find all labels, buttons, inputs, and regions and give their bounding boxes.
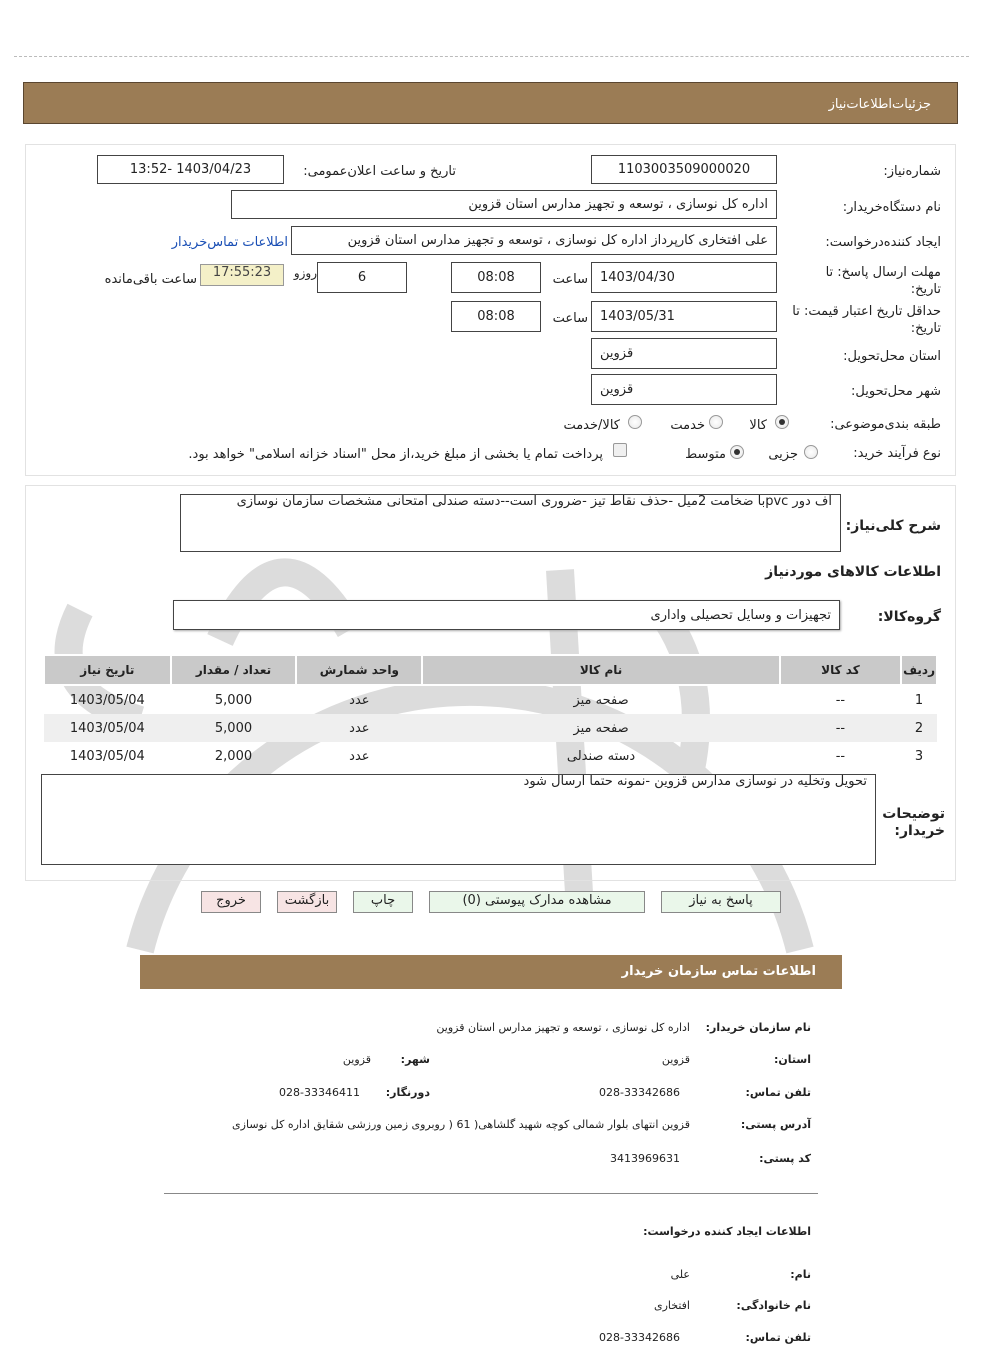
delivery-city-field: قزوین xyxy=(591,374,777,405)
reply-deadline-date: 1403/04/30 xyxy=(591,262,777,293)
contact-province-label: استان: xyxy=(774,1053,811,1066)
category-service-radio[interactable] xyxy=(709,415,723,429)
col-date-header: تاریخ نیاز xyxy=(44,655,171,685)
buyer-contact-header xyxy=(140,955,842,989)
table-header-row xyxy=(44,655,937,685)
requester-label: ایجاد کننده‌درخواست: xyxy=(825,235,941,250)
row-code: -- xyxy=(835,692,846,708)
contact-postal-value: 3413969631 xyxy=(610,1152,680,1165)
row-date: 1403/05/04 xyxy=(69,748,145,764)
general-desc-label: شرح کلی‌نیاز: xyxy=(845,518,941,534)
buyer-org-label: نام دستگاه‌خریدار: xyxy=(842,200,941,215)
creator-family-label: نام خانوادگی: xyxy=(736,1299,811,1312)
reply-deadline-time: 08:08 xyxy=(451,262,541,293)
purchase-minor-label: جزیی xyxy=(768,447,798,462)
col-qty-header: تعداد / مقدار xyxy=(171,655,297,685)
row-date: 1403/05/04 xyxy=(69,692,145,708)
creator-name-label: نام: xyxy=(790,1268,811,1281)
reply-deadline-label: مهلت ارسال پاسخ: تا تاریخ: xyxy=(825,265,941,297)
row-index: 1 xyxy=(914,692,924,708)
purchase-minor-radio[interactable] xyxy=(804,445,818,459)
goods-group-label: گروه‌کالا: xyxy=(877,609,941,625)
creator-phone-label: تلفن تماس: xyxy=(745,1331,811,1344)
org-name-label: نام سازمان خریدار: xyxy=(705,1021,811,1034)
row-date: 1403/05/04 xyxy=(44,714,171,742)
reply-time-label: ساعت xyxy=(552,272,588,287)
requester-field: علی افتخاری کارپرداز اداره کل نوسازی ، توسعه و تجهیز مدارس استان قزوین xyxy=(291,226,777,255)
buyer-org-field: اداره کل نوسازی ، توسعه و تجهیز مدارس استان قزوین xyxy=(231,190,777,219)
buyer-contact-link[interactable]: اطلاعات تماس‌خریدار xyxy=(171,235,288,250)
category-both-radio[interactable] xyxy=(628,415,642,429)
announce-datetime-field: 1403/04/23 -13:52 xyxy=(97,155,284,184)
contact-city-value: قزوین xyxy=(342,1053,371,1066)
creator-family-value: افتخاری xyxy=(653,1299,690,1312)
creator-name-value: علی xyxy=(670,1268,690,1281)
row-code: -- xyxy=(780,714,901,742)
announce-datetime-label: تاریخ و ساعت اعلان‌عمومی: xyxy=(303,164,456,179)
col-code-header: کد کالا xyxy=(780,655,901,685)
contact-address-value: قزوین انتهای بلوار شمالی کوچه شهید گلشاهی( 61 ( روبروی زمین ورزشی شقایق اداره کل نوسازی xyxy=(232,1118,690,1131)
buyer-contact-title: اطلاعات تماس سازمان خریدار xyxy=(621,964,816,979)
contact-fax-value: 028-33346411 xyxy=(279,1086,360,1099)
row-name: صفحه میز xyxy=(422,714,779,742)
price-time-label: ساعت xyxy=(552,311,588,326)
general-desc-field: اف دور pvcبا ضخامت 2میل -حذف نقاط تیز -ضروری است--دسته صندلی امتحانی مشخصات سازمان نوسازی xyxy=(180,494,841,552)
page-title: جزئیات‌اطلاعات‌نیاز xyxy=(828,97,931,112)
contact-fax-label: دورنگار: xyxy=(385,1086,430,1099)
row-name: صفحه میز xyxy=(573,692,629,708)
contact-phone-label: تلفن تماس: xyxy=(745,1086,811,1099)
reply-days-field: 6 xyxy=(317,262,407,293)
table-row xyxy=(44,685,937,714)
treasury-payment-note: پرداخت تمام یا بخشی از مبلغ خرید،از محل "اسناد خزانه اسلامی" خواهد بود. xyxy=(188,447,603,462)
goods-group-field: تجهیزات و وسایل تحصیلی واداری xyxy=(173,600,840,630)
purchase-type-label: نوع فرآیند خرید: xyxy=(853,446,941,461)
row-code: -- xyxy=(835,748,846,764)
price-validity-date: 1403/05/31 xyxy=(591,301,777,332)
contact-postal-label: کد پستی: xyxy=(759,1152,811,1165)
delivery-city-label: شهر محل‌تحویل: xyxy=(851,384,941,399)
row-name: دسته صندلی xyxy=(566,748,636,764)
delivery-province-field: قزوین xyxy=(591,338,777,369)
reply-button[interactable]: پاسخ به نیاز xyxy=(661,891,781,913)
goods-table xyxy=(43,654,938,770)
contact-divider xyxy=(164,1193,818,1194)
creator-title: اطلاعات ایجاد کننده درخواست: xyxy=(643,1225,811,1238)
category-both-label: کالا/خدمت xyxy=(563,418,620,433)
col-name-header: نام کالا xyxy=(422,655,779,685)
row-qty: 5,000 xyxy=(171,714,297,742)
goods-info-title: اطلاعات کالاهای مورد‌نیاز xyxy=(765,564,941,580)
row-index: 2 xyxy=(901,714,937,742)
view-attachments-button[interactable]: مشاهده مدارک پیوستی (0) xyxy=(429,891,645,913)
contact-city-label: شهر: xyxy=(400,1053,430,1066)
category-service-label: خدمت xyxy=(670,418,705,433)
remaining-time-label: ساعت باقی‌مانده xyxy=(104,272,197,287)
days-label: روزو xyxy=(293,266,317,280)
exit-button[interactable]: خروج xyxy=(201,891,261,913)
back-button[interactable]: بازگشت xyxy=(277,891,337,913)
contact-address-label: آدرس پستی: xyxy=(740,1118,811,1131)
contact-phone-value: 028-33342686 xyxy=(599,1086,680,1099)
print-button[interactable]: چاپ xyxy=(353,891,413,913)
creator-phone-value: 028-33342686 xyxy=(599,1331,680,1344)
page-title-bar xyxy=(23,82,958,124)
category-goods-radio[interactable] xyxy=(775,415,789,429)
category-label: طبقه بندی‌موضوعی: xyxy=(830,417,941,432)
buyer-notes-label: توضیحات خریدار: xyxy=(882,806,945,839)
delivery-province-label: استان محل‌تحویل: xyxy=(843,349,941,364)
table-row xyxy=(44,742,937,770)
need-number-label: شماره‌نیاز: xyxy=(883,164,941,179)
row-unit: عدد xyxy=(296,714,422,742)
price-validity-label: حداقل تاریخ اعتبار قیمت: تا تاریخ: xyxy=(792,304,941,336)
category-goods-label: کالا xyxy=(749,418,767,433)
purchase-medium-label: متوسط xyxy=(685,447,726,462)
col-index-header: ردیف xyxy=(901,655,937,685)
row-qty: 2,000 xyxy=(214,748,253,764)
row-unit: عدد xyxy=(349,692,370,708)
remaining-time-field: 17:55:23 xyxy=(200,264,284,286)
price-validity-time: 08:08 xyxy=(451,301,541,332)
row-qty: 5,000 xyxy=(214,692,253,708)
contact-province-value: قزوین xyxy=(661,1053,690,1066)
buyer-notes-field: تحویل وتخلیه در نوسازی مدارس قزوین -نمونه حتما ارسال شود xyxy=(41,774,876,865)
treasury-payment-checkbox[interactable] xyxy=(613,443,627,457)
org-name-value: اداره کل نوسازی ، توسعه و تجهیز مدارس استان قزوین xyxy=(436,1021,690,1034)
purchase-medium-radio[interactable] xyxy=(730,445,744,459)
row-unit: عدد xyxy=(349,748,370,764)
col-unit-header: واحد شمارش xyxy=(296,655,422,685)
table-row xyxy=(44,714,937,742)
row-index: 3 xyxy=(914,748,924,764)
need-number-field: 1103003509000020 xyxy=(591,155,777,184)
top-divider xyxy=(14,56,969,57)
